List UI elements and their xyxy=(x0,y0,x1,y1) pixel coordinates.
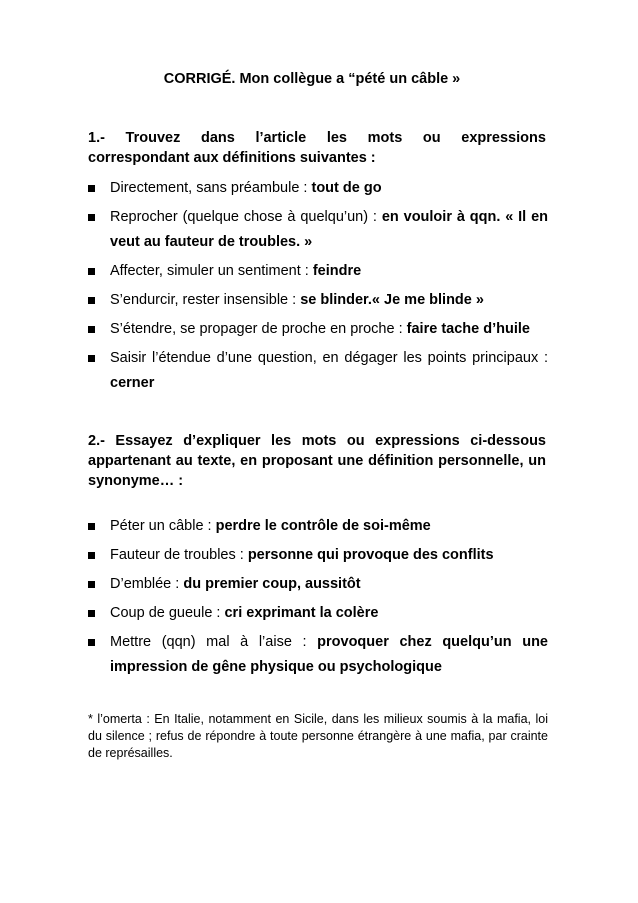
question-2: 2.- Essayez d’expliquer les mots ou expressions ci-dessous appartenant au texte, en proposant une définition personnelle, un synonyme… : xyxy=(88,433,546,489)
list-item: Reprocher (quelque chose à quelqu’un) : en vouloir à qqn. « Il en veut au fauteur de troubles. » xyxy=(88,205,548,255)
list-item: S’étendre, se propager de proche en proche : faire tache d’huile xyxy=(88,317,548,342)
question-2-answers xyxy=(88,514,548,684)
square-bullet-icon xyxy=(88,639,95,646)
square-bullet-icon xyxy=(88,355,95,362)
list-item: Mettre (qqn) mal à l’aise : provoquer chez quelqu’un une impression de gêne physique ou psychologique xyxy=(88,630,548,680)
square-bullet-icon xyxy=(88,581,95,588)
square-bullet-icon xyxy=(88,610,95,617)
list-item: Affecter, simuler un sentiment : feindre xyxy=(88,259,548,284)
question-1-answers xyxy=(88,176,548,400)
square-bullet-icon xyxy=(88,326,95,333)
question-1 xyxy=(88,128,546,168)
list-item: S’endurcir, rester insensible : se blinder.« Je me blinde » xyxy=(88,288,548,313)
page-title: CORRIGÉ. Mon collègue a “pété un câble » xyxy=(163,71,461,87)
list-item: Directement, sans préambule : tout de go xyxy=(88,176,548,201)
square-bullet-icon xyxy=(88,214,95,221)
square-bullet-icon xyxy=(88,523,95,530)
square-bullet-icon xyxy=(88,185,95,192)
question-1-line-2: correspondant aux définitions suivantes : xyxy=(88,150,376,166)
question-1-line-1: 1.- Trouvez dans l’article les mots ou expressions xyxy=(88,130,546,146)
list-item: Saisir l’étendue d’une question, en dégager les points principaux : cerner xyxy=(88,346,548,396)
footnote: * l’omerta : En Italie, notamment en Sicile, dans les milieux soumis à la mafia, loi du silence ; refus de répondre à toute personne étrangère à une mafia, par crainte de représailles. xyxy=(88,712,548,760)
square-bullet-icon xyxy=(88,268,95,275)
list-item: Coup de gueule : cri exprimant la colère xyxy=(88,601,548,626)
list-item: D’emblée : du premier coup, aussitôt xyxy=(88,572,548,597)
square-bullet-icon xyxy=(88,297,95,304)
list-item: Fauteur de troubles : personne qui provoque des conflits xyxy=(88,543,548,568)
square-bullet-icon xyxy=(88,552,95,559)
list-item: Péter un câble : perdre le contrôle de soi-même xyxy=(88,514,548,539)
